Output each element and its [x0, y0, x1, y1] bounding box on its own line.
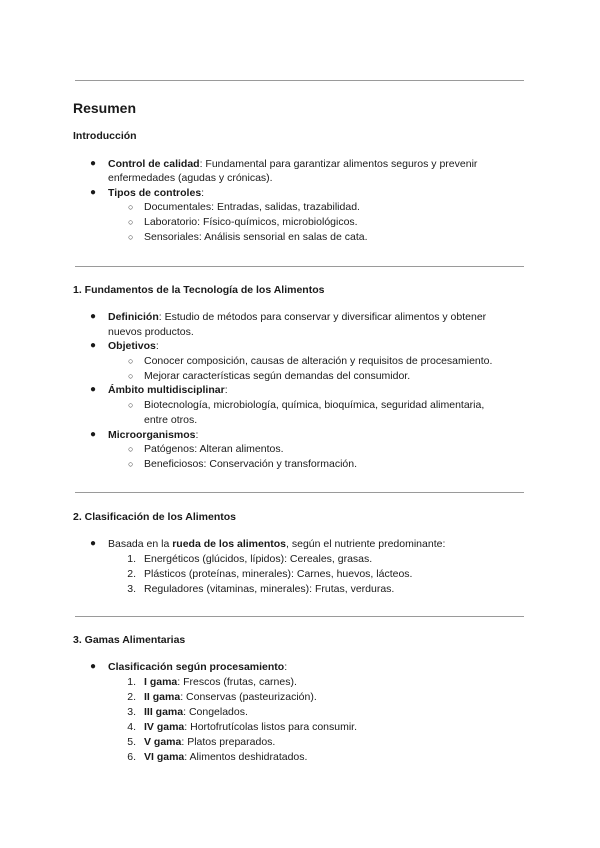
list-number: 6.	[127, 751, 136, 763]
list-number: 2.	[127, 568, 136, 580]
bullet-dot: ●	[90, 340, 97, 351]
section-heading-2: 2. Clasificación de los Alimentos	[73, 511, 236, 523]
list-item-definicion: Definición: Estudio de métodos para conservar y diversificar alimentos y obtener	[108, 311, 487, 323]
bullet-circle: ○	[128, 371, 134, 381]
list-number: 1.	[127, 553, 136, 565]
list-number: 1.	[127, 676, 136, 688]
section-heading-1: 1. Fundamentos de la Tecnología de los Alimentos	[73, 284, 325, 296]
page-title: Resumen	[73, 100, 137, 116]
sub-item: Beneficiosos: Conservación y transformación.	[144, 458, 358, 470]
numbered-item: III gama: Congelados.	[144, 706, 248, 718]
sub-item: Sensoriales: Análisis sensorial en salas de cata.	[144, 231, 368, 243]
sub-item: Laboratorio: Físico-químicos, microbiológicos.	[144, 216, 358, 228]
list-item-objetivos: Objetivos:	[108, 340, 159, 352]
numbered-item: Plásticos (proteínas, minerales): Carnes, huevos, lácteos.	[144, 568, 413, 580]
sub-item: Conocer composición, causas de alteración y requisitos de procesamiento.	[144, 355, 493, 367]
divider	[75, 266, 524, 267]
list-item-definicion-cont: nuevos productos.	[108, 326, 194, 338]
section-heading-3: 3. Gamas Alimentarias	[73, 634, 186, 646]
bullet-circle: ○	[128, 232, 134, 242]
numbered-item: V gama: Platos preparados.	[144, 736, 276, 748]
bullet-dot: ●	[90, 384, 97, 395]
numbered-item: Energéticos (glúcidos, lípidos): Cereales, grasas.	[144, 553, 373, 565]
numbered-item: VI gama: Alimentos deshidratados.	[144, 751, 308, 763]
list-item-microorganismos: Microorganismos:	[108, 429, 199, 441]
list-number: 3.	[127, 706, 136, 718]
divider	[75, 492, 524, 493]
divider	[75, 616, 524, 617]
list-number: 3.	[127, 583, 136, 595]
sub-item: Mejorar características según demandas del consumidor.	[144, 370, 411, 382]
sub-item: Documentales: Entradas, salidas, trazabilidad.	[144, 201, 360, 213]
bullet-circle: ○	[128, 356, 134, 366]
bullet-dot: ●	[90, 311, 97, 322]
sub-item: Biotecnología, microbiología, química, bioquímica, seguridad alimentaria,	[144, 399, 485, 411]
list-item-procesamiento: Clasificación según procesamiento:	[108, 661, 288, 673]
sub-item-cont: entre otros.	[144, 414, 198, 426]
bullet-dot: ●	[90, 538, 97, 549]
bullet-circle: ○	[128, 400, 134, 410]
list-item-tipos: Tipos de controles:	[108, 187, 205, 199]
bullet-dot: ●	[90, 187, 97, 198]
list-number: 5.	[127, 736, 136, 748]
bullet-circle: ○	[128, 444, 134, 454]
numbered-item: II gama: Conservas (pasteurización).	[144, 691, 317, 703]
list-number: 2.	[127, 691, 136, 703]
list-item-ambito: Ámbito multidisciplinar:	[108, 384, 228, 396]
section-heading-intro: Introducción	[73, 130, 137, 142]
numbered-item: Reguladores (vitaminas, minerales): Frutas, verduras.	[144, 583, 395, 595]
divider-top	[75, 80, 524, 81]
bullet-dot: ●	[90, 661, 97, 672]
bullet-circle: ○	[128, 202, 134, 212]
bullet-circle: ○	[128, 459, 134, 469]
list-item-calidad-cont: enfermedades (agudas y crónicas).	[108, 172, 273, 184]
numbered-item: IV gama: Hortofrutícolas listos para consumir.	[144, 721, 358, 733]
sub-item: Patógenos: Alteran alimentos.	[144, 443, 284, 455]
bullet-dot: ●	[90, 158, 97, 169]
bullet-dot: ●	[90, 429, 97, 440]
list-number: 4.	[127, 721, 136, 733]
list-item-calidad: Control de calidad: Fundamental para garantizar alimentos seguros y prevenir	[108, 158, 478, 170]
list-item-rueda: Basada en la rueda de los alimentos, según el nutriente predominante:	[108, 538, 446, 550]
numbered-item: I gama: Frescos (frutas, carnes).	[144, 676, 297, 688]
bullet-circle: ○	[128, 217, 134, 227]
